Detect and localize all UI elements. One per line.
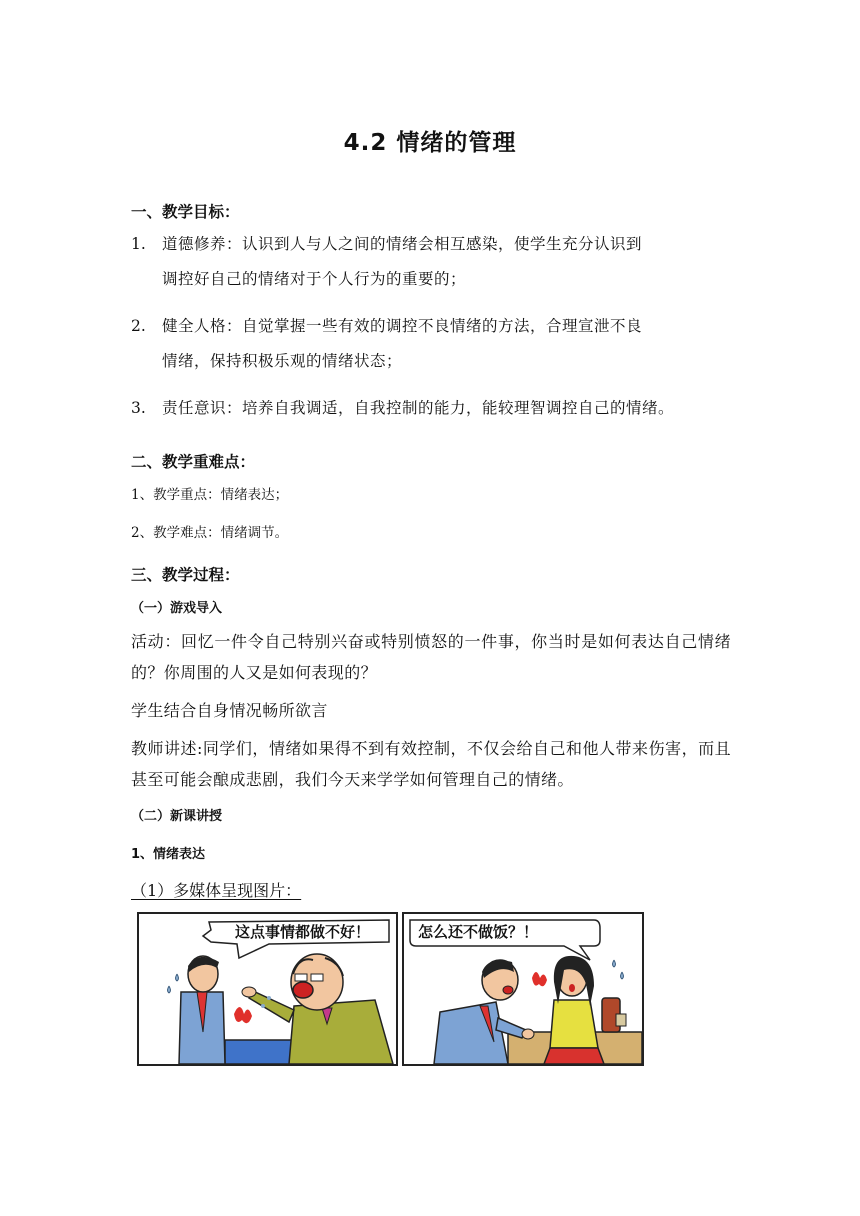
students-paragraph: 学生结合自身情况畅所欲言 (131, 701, 328, 720)
image-caption: （1）多媒体呈现图片： (131, 881, 302, 900)
comic-panel-home (402, 912, 644, 1066)
objective-2 (162, 309, 732, 379)
objective-2-line1: 健全人格：自觉掌握一些有效的调控不良情绪的方法，合理宣泄不良 (162, 317, 643, 335)
page-title: 4.2 情绪的管理 (343, 130, 517, 156)
teacher-paragraph: 教师讲述:同学们，情绪如果得不到有效控制，不仅会给自己和他人带来伤害，而且甚至可能会酿成悲剧，我们今天来学学如何管理自己的情绪。 (131, 739, 731, 789)
objective-2-number: 2. (131, 317, 146, 335)
objective-1-line1: 道德修养：认识到人与人之间的情绪会相互感染，使学生充分认识到 (162, 235, 643, 253)
subheading-emotion-expression: 1、情绪表达 (131, 847, 206, 862)
husband-speech-bubble: 怎么还不做饭？！ (418, 923, 539, 941)
objective-3 (162, 391, 732, 426)
process-heading: 三、教学过程： (131, 566, 240, 584)
subheading-new-lesson: （二）新课讲授 (131, 809, 223, 824)
objective-3-line1: 责任意识：培养自我调适，自我控制的能力，能较理智调控自己的情绪。 (162, 399, 675, 417)
objective-3-number: 3. (131, 399, 146, 417)
objective-1 (162, 227, 732, 297)
objective-1-line2: 调控好自己的情绪对于个人行为的重要的； (162, 270, 467, 288)
objectives-heading: 一、教学目标： (131, 203, 240, 221)
activity-paragraph: 活动：回忆一件令自己特别兴奋或特别愤怒的一件事，你当时是如何表达自己情绪的？你周围的人又是如何表现的？ (131, 632, 731, 682)
comic-panel-boss (137, 912, 398, 1066)
keypoint-difficulty: 2、教学难点：情绪调节。 (131, 525, 289, 541)
boss-speech-bubble: 这点事情都做不好！ (235, 923, 371, 941)
keypoints-heading: 二、教学重难点： (131, 453, 256, 471)
objective-2-line2: 情绪，保持积极乐观的情绪状态； (162, 352, 403, 370)
keypoint-focus: 1、教学重点：情绪表达； (131, 487, 289, 503)
objective-1-number: 1. (131, 235, 146, 253)
subheading-game-intro: （一）游戏导入 (131, 601, 223, 616)
